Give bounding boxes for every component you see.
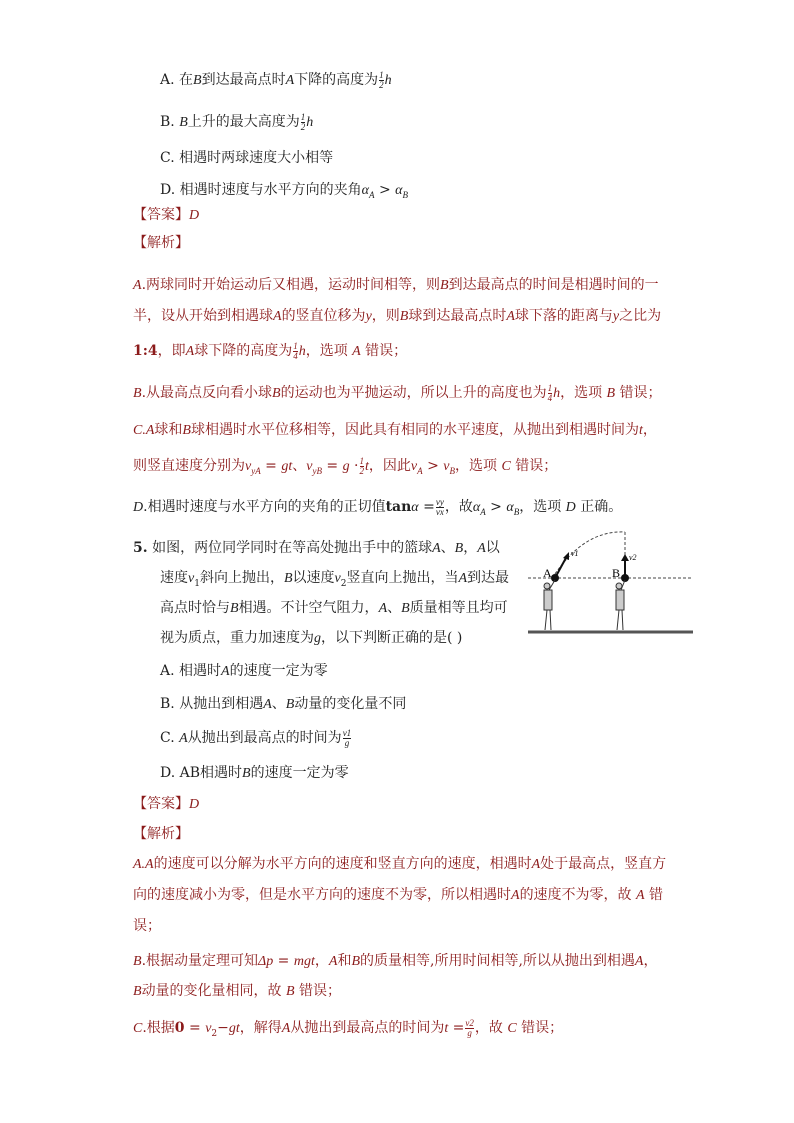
text-segment: 1:4 xyxy=(133,343,158,359)
text-segment: ，即 xyxy=(157,343,186,359)
text-segment: A xyxy=(417,465,423,476)
fraction xyxy=(301,113,306,132)
fraction-numerator: vy xyxy=(435,496,444,507)
text-segment: 处于最高点，竖直方 xyxy=(540,856,667,872)
text-segment: A xyxy=(185,344,195,359)
text-segment: B xyxy=(399,309,409,324)
text-segment: 从抛出到最高点的时间为 xyxy=(187,730,342,746)
label-v2: v2 xyxy=(629,553,637,562)
text-segment: g xyxy=(342,459,350,474)
text-segment: 以速度 xyxy=(292,570,335,586)
text-segment: D xyxy=(189,797,200,812)
text-segment: y xyxy=(365,309,372,324)
text-segment: 、 xyxy=(292,458,307,474)
text-segment: 的速度可以分解为水平方向的速度和竖直方向的速度，相遇时 xyxy=(153,856,532,872)
text-segment: B xyxy=(182,423,191,438)
fraction xyxy=(436,498,444,517)
text-segment: 到达最高点时 xyxy=(201,72,286,88)
text-segment: ，选项 xyxy=(560,385,607,401)
text-segment: 5. xyxy=(133,540,148,556)
text-segment: α xyxy=(395,183,403,198)
text-line xyxy=(160,180,408,205)
text-segment: v xyxy=(443,459,450,474)
text-segment: 球相遇时水平位移相等，因此具有相同的水平速度，从抛出到相遇时间为 xyxy=(190,422,639,438)
text-segment: C xyxy=(133,1021,143,1036)
text-segment: 【解析】 xyxy=(133,235,189,251)
label-a: A xyxy=(543,566,552,580)
text-segment: ，选项 xyxy=(454,458,502,474)
text-line xyxy=(133,341,407,362)
text-segment: B xyxy=(513,506,520,517)
text-segment: 、 xyxy=(440,540,455,556)
text-segment: = xyxy=(448,1020,465,1036)
text-segment: g xyxy=(314,631,321,646)
text-segment: α xyxy=(411,500,419,515)
text-segment: B xyxy=(242,766,251,781)
text-segment: 的竖直位移为 xyxy=(281,308,366,324)
text-segment: 半，设从开始到相遇球 xyxy=(133,308,273,324)
text-segment: A xyxy=(273,309,282,324)
text-segment: B xyxy=(230,601,239,616)
text-segment: A xyxy=(328,954,338,969)
text-segment: 从抛出到最高点的时间为 xyxy=(290,1020,445,1036)
text-segment: 动量的变化量不同 xyxy=(294,696,407,712)
text-segment: 则竖直速度分别为 xyxy=(133,458,245,474)
v1-arrowhead-icon xyxy=(563,552,569,560)
text-segment: ， xyxy=(643,953,658,969)
fraction-denominator: 2 xyxy=(379,79,384,90)
text-segment: 如图，两位同学同时在等高处抛出手中的篮球 xyxy=(147,540,433,556)
person-a-icon xyxy=(544,580,555,630)
text-segment: B xyxy=(272,386,281,401)
text-segment: ，以下判断正确的是( ) xyxy=(321,630,463,646)
fraction-numerator: 1 xyxy=(359,455,365,466)
text-segment: A xyxy=(369,189,375,200)
v2-arrowhead-icon xyxy=(621,554,629,561)
text-segment: B xyxy=(351,954,360,969)
fraction-numerator: 1 xyxy=(547,382,553,393)
text-segment: 速度 xyxy=(160,570,188,586)
text-line xyxy=(160,728,352,749)
text-segment: A xyxy=(636,888,645,903)
text-segment: α xyxy=(361,183,369,198)
fraction-denominator: 2 xyxy=(359,465,365,476)
text-segment: h xyxy=(553,386,561,401)
fraction xyxy=(548,384,553,403)
text-segment: Δp xyxy=(258,954,274,969)
text-segment: ， xyxy=(314,953,329,969)
text-segment: 1 xyxy=(194,578,200,589)
basketball-figure xyxy=(525,530,695,640)
text-segment: v xyxy=(410,459,418,474)
text-segment: gt xyxy=(281,459,293,474)
text-segment: h xyxy=(384,73,392,88)
text-segment: B xyxy=(283,571,293,586)
text-segment: .两球同时开始运动后又相遇，运动时间相等，则 xyxy=(141,277,441,293)
text-segment: A xyxy=(531,857,541,872)
text-segment: 错误； xyxy=(510,458,558,474)
text-segment: α xyxy=(472,500,481,515)
text-line xyxy=(160,70,392,91)
fraction-denominator: 2 xyxy=(300,121,306,132)
text-line xyxy=(133,456,557,481)
text-segment: 2 xyxy=(211,1028,218,1039)
text-segment: A. 相遇时 xyxy=(160,663,222,679)
text-line xyxy=(133,275,659,296)
text-line xyxy=(133,824,189,844)
text-line xyxy=(133,885,663,906)
text-segment: ，故 xyxy=(444,499,473,515)
text-segment: A xyxy=(352,344,361,359)
text-line xyxy=(160,694,406,715)
fraction-denominator: 4 xyxy=(293,350,298,361)
text-segment: B xyxy=(286,984,295,999)
text-segment: D xyxy=(189,208,200,223)
text-segment: B xyxy=(440,278,449,293)
text-segment: B xyxy=(133,386,142,401)
text-segment: 斜向上抛出， xyxy=(199,570,284,586)
text-segment: B xyxy=(401,601,410,616)
text-segment: v xyxy=(188,571,195,586)
text-segment: B xyxy=(133,954,142,969)
text-segment: ，因此 xyxy=(368,458,411,474)
text-segment: 球和 xyxy=(154,422,183,438)
text-segment: 、 xyxy=(387,600,402,616)
fraction xyxy=(379,71,384,90)
text-segment: 竖直向上抛出，当 xyxy=(346,570,459,586)
text-line xyxy=(160,628,462,649)
text-line xyxy=(160,763,349,784)
text-segment: α xyxy=(506,500,514,515)
fraction-numerator: 1 xyxy=(379,69,384,80)
text-line xyxy=(160,112,313,133)
fraction-numerator: v2 xyxy=(465,1017,474,1028)
text-segment: > xyxy=(374,182,396,198)
text-line xyxy=(133,981,341,1002)
text-segment: 高点时恰与 xyxy=(160,600,230,616)
text-segment: A xyxy=(179,731,188,746)
text-segment: B xyxy=(402,189,408,200)
text-segment: mgt xyxy=(293,954,315,969)
text-segment: 的质量相等,所用时间相等,所以从抛出到相遇 xyxy=(360,953,635,969)
text-segment: 、 xyxy=(271,696,286,712)
text-segment: 错误； xyxy=(516,1020,564,1036)
text-segment: ， xyxy=(463,540,478,556)
text-line xyxy=(133,383,662,404)
text-segment: .根据 xyxy=(142,1020,175,1036)
text-segment: 之比为 xyxy=(619,308,662,324)
text-segment: tan xyxy=(385,499,412,515)
text-segment: 球下落的距离与 xyxy=(514,308,613,324)
text-segment: yA xyxy=(251,465,261,476)
fraction xyxy=(293,342,298,361)
text-line xyxy=(133,951,657,972)
text-segment: t xyxy=(444,1021,449,1036)
text-segment: = xyxy=(418,499,435,515)
text-segment: ，选项 xyxy=(305,343,353,359)
text-segment: C xyxy=(501,459,511,474)
text-segment: B xyxy=(179,115,188,130)
text-segment: t xyxy=(365,459,369,474)
text-segment: B xyxy=(133,984,142,999)
text-segment: B. xyxy=(160,114,180,130)
text-segment: gt xyxy=(228,1021,240,1036)
text-segment: ， xyxy=(642,422,657,438)
text-segment: 向的速度减小为零，但是水平方向的速度不为零，所以相遇时 xyxy=(133,887,511,903)
text-segment: v xyxy=(306,459,313,474)
text-segment: h xyxy=(306,115,314,130)
text-line xyxy=(133,538,500,559)
text-segment: D. AB相遇时 xyxy=(160,765,243,781)
text-segment: 球下降的高度为 xyxy=(194,343,293,359)
fraction-denominator: g xyxy=(467,1027,472,1038)
text-line xyxy=(160,568,509,594)
text-segment: v xyxy=(245,459,252,474)
text-line xyxy=(160,148,333,168)
text-segment: 动量的变化量相同，故 xyxy=(141,983,287,999)
fraction-denominator: g xyxy=(344,737,350,748)
text-segment: ，选项 xyxy=(519,499,566,515)
text-segment: 0 xyxy=(174,1020,185,1036)
text-segment: .相遇时速度与水平方向的夹角的正切值 xyxy=(143,499,386,515)
text-line xyxy=(133,794,199,815)
text-segment: = xyxy=(184,1020,206,1036)
fraction-denominator: 4 xyxy=(547,392,553,403)
text-segment: h xyxy=(298,344,306,359)
text-segment: 错误； xyxy=(615,385,662,401)
label-v1: v1 xyxy=(571,549,579,558)
text-segment: v xyxy=(205,1021,212,1036)
text-segment: C.A xyxy=(133,423,155,438)
text-segment: > xyxy=(422,458,444,474)
text-line xyxy=(133,420,657,441)
text-segment: 下降的高度为 xyxy=(294,72,379,88)
fraction-numerator: v1 xyxy=(342,727,352,738)
text-segment: .从最高点反向看小球 xyxy=(141,385,273,401)
text-segment: 的速度一定为零 xyxy=(250,765,349,781)
text-segment: 正确。 xyxy=(575,499,623,515)
text-segment: A xyxy=(221,664,230,679)
text-segment: A xyxy=(634,954,644,969)
text-segment: A xyxy=(378,601,388,616)
text-line xyxy=(133,497,622,522)
text-segment: − xyxy=(217,1020,229,1036)
text-segment: D. 相遇时速度与水平方向的夹角 xyxy=(160,182,362,198)
text-segment: B xyxy=(285,697,295,712)
text-segment: A xyxy=(511,888,520,903)
text-segment: 到达最高点的时间是相遇时间的一 xyxy=(448,277,659,293)
text-segment: 错 xyxy=(644,887,664,903)
text-segment: A xyxy=(263,697,272,712)
text-segment: 【解析】 xyxy=(133,826,189,842)
text-segment: = xyxy=(273,953,294,969)
text-line xyxy=(133,306,661,327)
text-line xyxy=(160,661,328,682)
text-segment: .根据动量定理可知 xyxy=(141,953,259,969)
text-line xyxy=(133,205,199,226)
text-segment: B xyxy=(454,541,464,556)
text-line xyxy=(133,1018,563,1044)
text-segment: · xyxy=(349,458,359,474)
text-segment: 错误； xyxy=(294,983,342,999)
text-segment: ，故 xyxy=(474,1020,508,1036)
fraction-denominator: vx xyxy=(435,506,444,517)
text-segment: B. 从抛出到相遇 xyxy=(160,696,264,712)
text-segment: A. 在 xyxy=(160,72,194,88)
text-segment: 的速度不为零，故 xyxy=(519,887,637,903)
text-segment: A xyxy=(133,278,142,293)
text-segment: C xyxy=(507,1021,517,1036)
text-segment: C. 相遇时两球速度大小相等 xyxy=(160,150,334,166)
text-segment: v xyxy=(334,571,341,586)
text-segment: 【答案】 xyxy=(133,796,189,812)
text-line xyxy=(133,854,666,875)
text-segment: A xyxy=(480,506,486,517)
fraction-numerator: 1 xyxy=(293,340,298,351)
label-b: B xyxy=(612,566,621,580)
text-segment: A.A xyxy=(133,857,154,872)
text-segment: C. xyxy=(160,730,180,746)
text-segment: B xyxy=(606,386,616,401)
text-segment: t xyxy=(638,423,643,438)
text-segment: > xyxy=(485,499,507,515)
text-segment: y xyxy=(612,309,620,324)
text-segment: B xyxy=(193,73,202,88)
text-segment: 的运动也为平抛运动，所以上升的高度也为 xyxy=(280,385,547,401)
text-segment: B xyxy=(449,465,455,476)
text-segment: 的速度一定为零 xyxy=(229,663,328,679)
text-segment: 球到达最高点时 xyxy=(408,308,507,324)
text-segment: = xyxy=(321,458,343,474)
text-segment: A xyxy=(458,571,468,586)
text-segment: 以 xyxy=(485,540,500,556)
fraction xyxy=(360,457,365,476)
text-segment: 到达最 xyxy=(467,570,510,586)
text-segment: 相遇。不计空气阻力， xyxy=(238,600,379,616)
text-segment: A xyxy=(506,309,515,324)
text-segment: 质量相等且均可 xyxy=(409,600,508,616)
text-line xyxy=(160,598,508,619)
text-segment: 【答案】 xyxy=(133,207,189,223)
text-segment: ，解得 xyxy=(239,1020,282,1036)
text-segment: 误； xyxy=(133,918,161,934)
text-line xyxy=(133,916,161,936)
text-segment: ，则 xyxy=(371,308,400,324)
text-segment: 视为质点，重力加速度为 xyxy=(160,630,314,646)
text-segment: A xyxy=(285,73,295,88)
text-segment: A xyxy=(477,541,486,556)
fraction xyxy=(465,1019,474,1038)
text-segment: A xyxy=(281,1021,291,1036)
person-b-icon xyxy=(616,580,625,630)
text-segment: 2 xyxy=(340,578,347,589)
text-segment: 错误； xyxy=(360,343,408,359)
text-segment: D xyxy=(565,500,576,515)
text-segment: = xyxy=(260,458,282,474)
text-segment: 和 xyxy=(337,953,352,969)
text-segment: A xyxy=(432,541,441,556)
text-segment: yB xyxy=(312,465,322,476)
fraction xyxy=(343,729,352,748)
fraction-numerator: 1 xyxy=(300,111,306,122)
text-line xyxy=(133,233,189,253)
text-segment: 上升的最大高度为 xyxy=(187,114,300,130)
text-segment: D xyxy=(133,500,144,515)
